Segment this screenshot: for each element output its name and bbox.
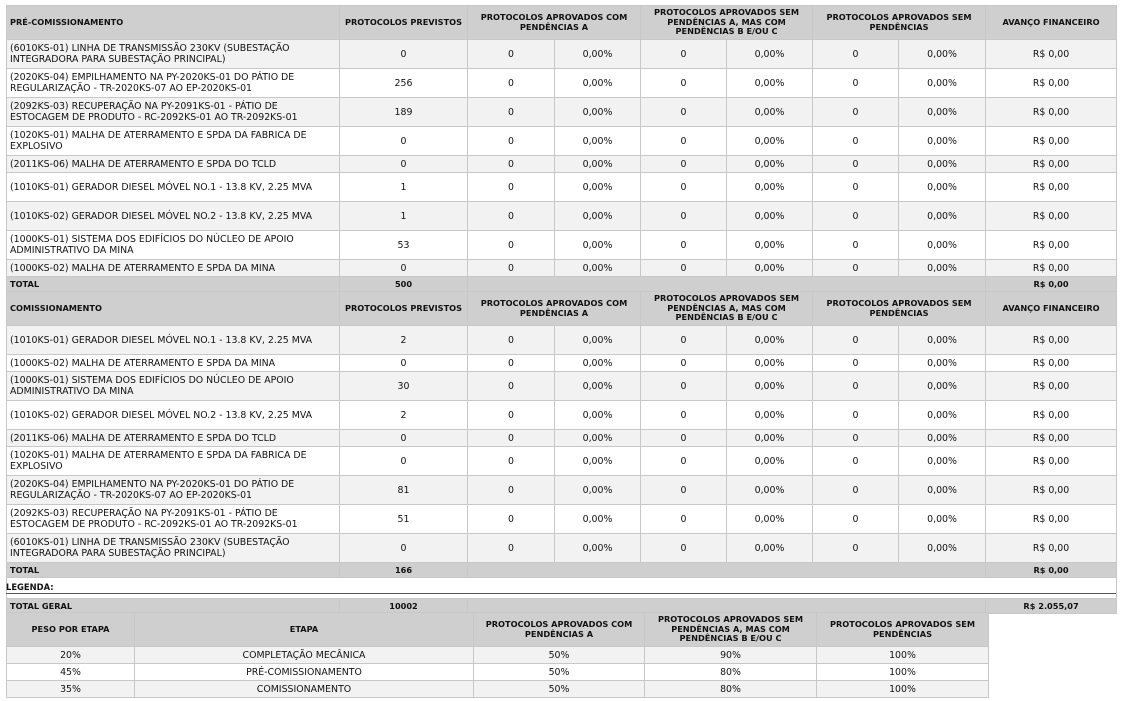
row-pend-bc-pct: 0,00%	[727, 447, 813, 476]
table-row	[7, 156, 1117, 173]
row-pend-bc-pct: 0,00%	[727, 326, 813, 355]
header-aprovados-sem-pendencias: PROTOCOLOS APROVADOS SEM PENDÊNCIAS	[813, 6, 986, 40]
row-avanco: R$ 0,00	[986, 40, 1117, 69]
legend-etapa: PRÉ-COMISSIONAMENTO	[135, 664, 474, 681]
row-sem-pend-pct: 0,00%	[899, 127, 986, 156]
legend-peso: 20%	[7, 647, 135, 664]
table-row	[7, 355, 1117, 372]
row-pend-a-qtd: 0	[468, 326, 555, 355]
row-name: (2011KS-06) MALHA DE ATERRAMENTO E SPDA DO TCLD	[7, 430, 340, 447]
row-previstos: 0	[340, 156, 468, 173]
header-aprovados-pendencias-bc: PROTOCOLOS APROVADOS SEM PENDÊNCIAS A, MAS COM PENDÊNCIAS B E/OU C	[641, 292, 813, 326]
row-sem-pend-qtd: 0	[813, 447, 899, 476]
row-previstos: 30	[340, 372, 468, 401]
row-previstos: 0	[340, 355, 468, 372]
total-label: TOTAL	[7, 563, 340, 578]
row-sem-pend-qtd: 0	[813, 476, 899, 505]
row-pend-a-qtd: 0	[468, 156, 555, 173]
row-sem-pend-pct: 0,00%	[899, 202, 986, 231]
spacer-cell	[7, 578, 1117, 599]
row-sem-pend-pct: 0,00%	[899, 40, 986, 69]
row-pend-a-qtd: 0	[468, 534, 555, 563]
row-avanco: R$ 0,00	[986, 326, 1117, 355]
row-previstos: 53	[340, 231, 468, 260]
total-geral-avanco: R$ 2.055,07	[986, 599, 1117, 614]
table-row	[7, 447, 1117, 476]
row-previstos: 81	[340, 476, 468, 505]
row-pend-a-pct: 0,00%	[555, 505, 641, 534]
legend-table	[6, 612, 989, 698]
row-pend-bc-qtd: 0	[641, 505, 727, 534]
table-row	[7, 231, 1117, 260]
row-avanco: R$ 0,00	[986, 156, 1117, 173]
row-pend-bc-qtd: 0	[641, 127, 727, 156]
row-avanco: R$ 0,00	[986, 505, 1117, 534]
header-aprovados-sem-pendencias: PROTOCOLOS APROVADOS SEM PENDÊNCIAS	[813, 292, 986, 326]
total-previstos: 166	[340, 563, 468, 578]
row-previstos: 51	[340, 505, 468, 534]
row-pend-a-qtd: 0	[468, 447, 555, 476]
row-pend-bc-qtd: 0	[641, 156, 727, 173]
row-previstos: 0	[340, 447, 468, 476]
row-pend-a-pct: 0,00%	[555, 260, 641, 277]
row-pend-bc-pct: 0,00%	[727, 98, 813, 127]
total-geral-label: TOTAL GERAL	[7, 599, 340, 614]
row-pend-a-qtd: 0	[468, 98, 555, 127]
legend-pend-a: 50%	[474, 647, 645, 664]
header-protocolos-previstos: PROTOCOLOS PREVISTOS	[340, 6, 468, 40]
row-pend-bc-pct: 0,00%	[727, 372, 813, 401]
row-name: (1010KS-01) GERADOR DIESEL MÓVEL NO.1 - 13.8 KV, 2.25 MVA	[7, 326, 340, 355]
row-pend-a-qtd: 0	[468, 430, 555, 447]
row-pend-bc-qtd: 0	[641, 260, 727, 277]
row-name: (6010KS-01) LINHA DE TRANSMISSÃO 230KV (SUBESTAÇÃO INTEGRADORA PARA SUBESTAÇÃO PRINCIPAL)	[7, 40, 340, 69]
row-previstos: 0	[340, 430, 468, 447]
row-sem-pend-qtd: 0	[813, 127, 899, 156]
row-pend-a-pct: 0,00%	[555, 127, 641, 156]
legend-sem-pend: 100%	[817, 681, 989, 698]
row-sem-pend-qtd: 0	[813, 156, 899, 173]
row-name: (1010KS-02) GERADOR DIESEL MÓVEL NO.2 - 13.8 KV, 2.25 MVA	[7, 401, 340, 430]
row-sem-pend-pct: 0,00%	[899, 505, 986, 534]
row-previstos: 0	[340, 260, 468, 277]
row-avanco: R$ 0,00	[986, 355, 1117, 372]
spacer-row	[7, 578, 1117, 599]
row-name: (1000KS-01) SISTEMA DOS EDIFÍCIOS DO NÚCLEO DE APOIO ADMINISTRATIVO DA MINA	[7, 372, 340, 401]
row-pend-bc-qtd: 0	[641, 40, 727, 69]
row-pend-bc-qtd: 0	[641, 355, 727, 372]
row-avanco: R$ 0,00	[986, 202, 1117, 231]
row-pend-a-pct: 0,00%	[555, 69, 641, 98]
row-pend-a-qtd: 0	[468, 355, 555, 372]
total-geral-previstos: 10002	[340, 599, 468, 614]
row-name: (2020KS-04) EMPILHAMENTO NA PY-2020KS-01 DO PÁTIO DE REGULARIZAÇÃO - TR-2020KS-07 AO EP-2020KS-01	[7, 476, 340, 505]
row-sem-pend-pct: 0,00%	[899, 231, 986, 260]
row-pend-bc-qtd: 0	[641, 326, 727, 355]
row-sem-pend-qtd: 0	[813, 355, 899, 372]
row-avanco: R$ 0,00	[986, 69, 1117, 98]
row-name: (1010KS-02) GERADOR DIESEL MÓVEL NO.2 - 13.8 KV, 2.25 MVA	[7, 202, 340, 231]
row-pend-bc-qtd: 0	[641, 173, 727, 202]
row-pend-bc-qtd: 0	[641, 69, 727, 98]
legend-header-peso: PESO POR ETAPA	[7, 613, 135, 647]
row-pend-bc-pct: 0,00%	[727, 401, 813, 430]
row-pend-a-pct: 0,00%	[555, 231, 641, 260]
row-previstos: 0	[340, 534, 468, 563]
row-pend-bc-qtd: 0	[641, 476, 727, 505]
row-sem-pend-pct: 0,00%	[899, 355, 986, 372]
row-avanco: R$ 0,00	[986, 430, 1117, 447]
row-name: (6010KS-01) LINHA DE TRANSMISSÃO 230KV (SUBESTAÇÃO INTEGRADORA PARA SUBESTAÇÃO PRINCIPAL)	[7, 534, 340, 563]
total-blank	[468, 563, 986, 578]
row-pend-a-qtd: 0	[468, 476, 555, 505]
row-previstos: 1	[340, 173, 468, 202]
row-sem-pend-qtd: 0	[813, 173, 899, 202]
row-avanco: R$ 0,00	[986, 534, 1117, 563]
legend-header-etapa: ETAPA	[135, 613, 474, 647]
row-previstos: 0	[340, 127, 468, 156]
row-pend-bc-qtd: 0	[641, 430, 727, 447]
total-previstos: 500	[340, 277, 468, 292]
table-row	[7, 260, 1117, 277]
row-pend-a-qtd: 0	[468, 260, 555, 277]
row-name: (1020KS-01) MALHA DE ATERRAMENTO E SPDA DA FABRICA DE EXPLOSIVO	[7, 447, 340, 476]
table-row	[7, 127, 1117, 156]
row-pend-bc-pct: 0,00%	[727, 69, 813, 98]
row-previstos: 256	[340, 69, 468, 98]
row-name: (1000KS-01) SISTEMA DOS EDIFÍCIOS DO NÚCLEO DE APOIO ADMINISTRATIVO DA MINA	[7, 231, 340, 260]
row-sem-pend-pct: 0,00%	[899, 534, 986, 563]
row-name: (1020KS-01) MALHA DE ATERRAMENTO E SPDA DA FABRICA DE EXPLOSIVO	[7, 127, 340, 156]
table-row	[7, 401, 1117, 430]
row-avanco: R$ 0,00	[986, 231, 1117, 260]
row-pend-bc-pct: 0,00%	[727, 534, 813, 563]
row-sem-pend-qtd: 0	[813, 40, 899, 69]
row-pend-a-qtd: 0	[468, 173, 555, 202]
row-sem-pend-qtd: 0	[813, 372, 899, 401]
row-name: (1000KS-02) MALHA DE ATERRAMENTO E SPDA DA MINA	[7, 355, 340, 372]
row-avanco: R$ 0,00	[986, 98, 1117, 127]
row-sem-pend-pct: 0,00%	[899, 476, 986, 505]
row-previstos: 2	[340, 326, 468, 355]
legend-etapa: COMISSIONAMENTO	[135, 681, 474, 698]
row-pend-bc-qtd: 0	[641, 372, 727, 401]
row-pend-a-pct: 0,00%	[555, 98, 641, 127]
legend-pend-bc: 90%	[645, 647, 817, 664]
row-pend-a-pct: 0,00%	[555, 372, 641, 401]
legend-pend-bc: 80%	[645, 664, 817, 681]
section-header-row	[7, 292, 1117, 326]
header-avanco-financeiro: AVANÇO FINANCEIRO	[986, 6, 1117, 40]
row-pend-a-qtd: 0	[468, 401, 555, 430]
legend-pend-a: 50%	[474, 681, 645, 698]
legend-sem-pend: 100%	[817, 664, 989, 681]
row-pend-bc-pct: 0,00%	[727, 260, 813, 277]
row-avanco: R$ 0,00	[986, 173, 1117, 202]
row-pend-bc-pct: 0,00%	[727, 127, 813, 156]
row-pend-bc-pct: 0,00%	[727, 40, 813, 69]
row-sem-pend-pct: 0,00%	[899, 98, 986, 127]
table-row	[7, 372, 1117, 401]
row-name: (1000KS-02) MALHA DE ATERRAMENTO E SPDA DA MINA	[7, 260, 340, 277]
row-sem-pend-qtd: 0	[813, 505, 899, 534]
row-pend-a-qtd: 0	[468, 231, 555, 260]
row-pend-a-qtd: 0	[468, 372, 555, 401]
table-row	[7, 430, 1117, 447]
row-sem-pend-qtd: 0	[813, 98, 899, 127]
row-sem-pend-pct: 0,00%	[899, 447, 986, 476]
row-pend-bc-qtd: 0	[641, 401, 727, 430]
row-sem-pend-pct: 0,00%	[899, 69, 986, 98]
table-row	[7, 40, 1117, 69]
legend-etapa: COMPLETAÇÃO MECÂNICA	[135, 647, 474, 664]
row-pend-a-qtd: 0	[468, 127, 555, 156]
row-sem-pend-qtd: 0	[813, 534, 899, 563]
legend-row	[7, 681, 989, 698]
row-sem-pend-qtd: 0	[813, 326, 899, 355]
row-pend-bc-pct: 0,00%	[727, 430, 813, 447]
total-label: TOTAL	[7, 277, 340, 292]
row-pend-bc-qtd: 0	[641, 447, 727, 476]
row-sem-pend-qtd: 0	[813, 430, 899, 447]
row-pend-bc-qtd: 0	[641, 202, 727, 231]
row-sem-pend-qtd: 0	[813, 260, 899, 277]
row-avanco: R$ 0,00	[986, 476, 1117, 505]
row-sem-pend-pct: 0,00%	[899, 430, 986, 447]
legend-pend-bc: 80%	[645, 681, 817, 698]
row-sem-pend-pct: 0,00%	[899, 401, 986, 430]
header-aprovados-pendencias-a: PROTOCOLOS APROVADOS COM PENDÊNCIAS A	[468, 292, 641, 326]
legend-divider	[6, 593, 1116, 594]
legend-row	[7, 664, 989, 681]
table-row	[7, 173, 1117, 202]
row-name: (2011KS-06) MALHA DE ATERRAMENTO E SPDA DO TCLD	[7, 156, 340, 173]
total-avanco: R$ 0,00	[986, 277, 1117, 292]
legend-peso: 45%	[7, 664, 135, 681]
protocol-summary-table	[6, 5, 1117, 614]
row-pend-bc-pct: 0,00%	[727, 505, 813, 534]
legend-title: LEGENDA:	[6, 582, 54, 592]
row-pend-a-pct: 0,00%	[555, 173, 641, 202]
legend-header-pend-a: PROTOCOLOS APROVADOS COM PENDÊNCIAS A	[474, 613, 645, 647]
row-sem-pend-qtd: 0	[813, 231, 899, 260]
row-previstos: 0	[340, 40, 468, 69]
row-sem-pend-pct: 0,00%	[899, 326, 986, 355]
row-pend-bc-pct: 0,00%	[727, 156, 813, 173]
row-pend-a-qtd: 0	[468, 202, 555, 231]
row-pend-bc-pct: 0,00%	[727, 173, 813, 202]
row-previstos: 189	[340, 98, 468, 127]
table-row	[7, 326, 1117, 355]
row-sem-pend-pct: 0,00%	[899, 156, 986, 173]
row-pend-a-pct: 0,00%	[555, 40, 641, 69]
row-pend-a-pct: 0,00%	[555, 476, 641, 505]
table-row	[7, 69, 1117, 98]
row-sem-pend-pct: 0,00%	[899, 372, 986, 401]
row-pend-bc-pct: 0,00%	[727, 231, 813, 260]
legend-header-pend-bc: PROTOCOLOS APROVADOS SEM PENDÊNCIAS A, MAS COM PENDÊNCIAS B E/OU C	[645, 613, 817, 647]
row-pend-bc-qtd: 0	[641, 534, 727, 563]
section-title: PRÉ-COMISSIONAMENTO	[7, 6, 340, 40]
row-name: (2020KS-04) EMPILHAMENTO NA PY-2020KS-01 DO PÁTIO DE REGULARIZAÇÃO - TR-2020KS-07 AO EP-2020KS-01	[7, 69, 340, 98]
row-pend-a-qtd: 0	[468, 40, 555, 69]
row-sem-pend-pct: 0,00%	[899, 260, 986, 277]
row-pend-a-pct: 0,00%	[555, 202, 641, 231]
row-avanco: R$ 0,00	[986, 127, 1117, 156]
row-avanco: R$ 0,00	[986, 372, 1117, 401]
total-blank	[468, 277, 986, 292]
header-aprovados-pendencias-bc: PROTOCOLOS APROVADOS SEM PENDÊNCIAS A, MAS COM PENDÊNCIAS B E/OU C	[641, 6, 813, 40]
row-sem-pend-pct: 0,00%	[899, 173, 986, 202]
row-pend-bc-qtd: 0	[641, 231, 727, 260]
row-previstos: 1	[340, 202, 468, 231]
row-pend-a-pct: 0,00%	[555, 430, 641, 447]
row-pend-a-qtd: 0	[468, 69, 555, 98]
row-sem-pend-qtd: 0	[813, 202, 899, 231]
legend-row	[7, 647, 989, 664]
section-header-row	[7, 6, 1117, 40]
row-avanco: R$ 0,00	[986, 447, 1117, 476]
header-avanco-financeiro: AVANÇO FINANCEIRO	[986, 292, 1117, 326]
legend-peso: 35%	[7, 681, 135, 698]
section-total-row	[7, 563, 1117, 578]
table-row	[7, 505, 1117, 534]
legend-header-sem-pend: PROTOCOLOS APROVADOS SEM PENDÊNCIAS	[817, 613, 989, 647]
row-pend-bc-pct: 0,00%	[727, 355, 813, 372]
row-sem-pend-qtd: 0	[813, 401, 899, 430]
row-previstos: 2	[340, 401, 468, 430]
row-name: (2092KS-03) RECUPERAÇÃO NA PY-2091KS-01 - PÁTIO DE ESTOCAGEM DE PRODUTO - RC-2092KS-01 AO TR-2092KS-01	[7, 505, 340, 534]
row-sem-pend-qtd: 0	[813, 69, 899, 98]
row-pend-a-pct: 0,00%	[555, 355, 641, 372]
row-pend-a-pct: 0,00%	[555, 156, 641, 173]
row-pend-a-pct: 0,00%	[555, 534, 641, 563]
row-pend-a-pct: 0,00%	[555, 326, 641, 355]
row-avanco: R$ 0,00	[986, 401, 1117, 430]
row-pend-a-pct: 0,00%	[555, 401, 641, 430]
row-name: (1010KS-01) GERADOR DIESEL MÓVEL NO.1 - 13.8 KV, 2.25 MVA	[7, 173, 340, 202]
header-protocolos-previstos: PROTOCOLOS PREVISTOS	[340, 292, 468, 326]
table-row	[7, 98, 1117, 127]
row-pend-a-pct: 0,00%	[555, 447, 641, 476]
section-title: COMISSIONAMENTO	[7, 292, 340, 326]
row-pend-bc-pct: 0,00%	[727, 476, 813, 505]
table-row	[7, 534, 1117, 563]
row-pend-bc-qtd: 0	[641, 98, 727, 127]
section-total-row	[7, 277, 1117, 292]
header-aprovados-pendencias-a: PROTOCOLOS APROVADOS COM PENDÊNCIAS A	[468, 6, 641, 40]
total-avanco: R$ 0,00	[986, 563, 1117, 578]
legend-pend-a: 50%	[474, 664, 645, 681]
row-name: (2092KS-03) RECUPERAÇÃO NA PY-2091KS-01 - PÁTIO DE ESTOCAGEM DE PRODUTO - RC-2092KS-01 AO TR-2092KS-01	[7, 98, 340, 127]
row-pend-bc-pct: 0,00%	[727, 202, 813, 231]
legend-sem-pend: 100%	[817, 647, 989, 664]
row-pend-a-qtd: 0	[468, 505, 555, 534]
table-row	[7, 202, 1117, 231]
row-avanco: R$ 0,00	[986, 260, 1117, 277]
table-row	[7, 476, 1117, 505]
